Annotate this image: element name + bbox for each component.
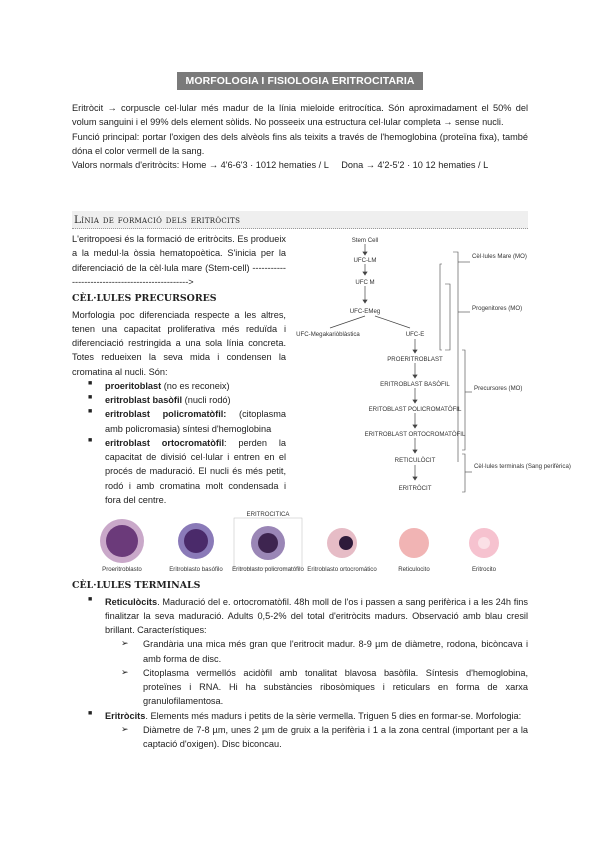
list-item: ■ eritroblast ortocromatòfil: perden la capacitat de divisió cel·lular i entren en el procés de maduració. El nucli és més petit, rodó i amb cromatina molt condensada i fora del centre.	[88, 436, 286, 507]
cell-label: Reticulocito	[398, 566, 430, 573]
terminals-list	[72, 595, 528, 752]
cell-label: Eritroblasto basófilo	[169, 566, 223, 573]
diagram-node: UFC-E	[405, 331, 425, 338]
cells-group-label: ERITROCITICA	[246, 511, 290, 518]
cell-illustrations	[84, 508, 534, 580]
diagram-node: UFC-Megakariòblàstica	[296, 331, 360, 338]
diagram-side-label: Cèl·lules terminals (Sang perifèrica)	[474, 463, 571, 470]
precursors-heading: CÈL·LULES PRECURSORES	[72, 293, 217, 304]
diagram-side-label: Precursores (MO)	[474, 385, 523, 392]
list-item: ■ eritroblast policromatòfil: (citoplasma amb policromasia) síntesi d'hemoglobina	[88, 407, 286, 436]
terminal-cells-section	[72, 576, 528, 751]
list-item: ■ proeritoblast (no es reconeix)	[88, 379, 286, 393]
sub-list-item: ➢ Citoplasma vermellós acidòfil amb tonalitat blavosa basòfila. Síntesis d'hemoglobina, proteïnes i RNA. Hi ha substàncies ribosòmiques i reticulars en forma de xarxa granulofilamentosa.	[121, 666, 528, 709]
diagram-node: Stem Cell	[351, 237, 379, 244]
diagram-node: UFC-EMeg	[349, 308, 381, 315]
list-item: ■ eritroblast basòfil (nucli rodó)	[88, 393, 286, 407]
intro-paragraph: Eritròcit → corpuscle cel·lular més madur de la línia mieloide eritrocítica. Són aproximadament el 50% del volum sanguini i el 99% dels element sòlids. No posseeix una estructura cel·lular completa → sense nucli.	[72, 103, 528, 128]
intro-paragraph: Funció principal: portar l'oxigen des dels alvèols fins als teixits a través de l'hemoglobina (proteïna fixa), també dóna el color vermell de la sang.	[72, 131, 528, 156]
reticulocyte-cell	[399, 528, 429, 558]
intro-paragraph: Valors normals d'eritròcits: Home → 4'6-6'3 · 1012 hematies / L Dona → 4'2-5'2 · 10 12 hematies / L	[72, 160, 489, 170]
page-title: MORFOLOGIA I FISIOLOGIA ERITROCITARIA	[177, 72, 422, 90]
precursors-list	[72, 379, 286, 507]
diagram-node: ERITROBLAST ORTOCROMATÒFIL	[364, 431, 466, 438]
diagram-node: ERITRÒCIT	[398, 485, 432, 492]
diagram-node: ERITOBLAST POLICROMATÒFIL	[368, 406, 462, 413]
cell-label: Eritroblasto ortocromático	[307, 566, 377, 573]
precursors-text: Morfologia poc diferenciada respecte a les altres, tenen una capacitat proliferativa més reduïda i diferenciació restringida a una sola línia concreta. Totes redueixen la seva mida i condensen la cromatina al nucli. Són:	[72, 309, 286, 377]
terminals-heading: CÈL·LULES TERMINALS	[72, 580, 201, 591]
diagram-node: RETICULÒCIT	[394, 457, 436, 464]
intro-section	[72, 101, 528, 172]
cell-label: Eritrocito	[471, 566, 497, 573]
list-item: ■ Eritròcits. Elements més madurs i petits de la sèrie vermella. Triguen 5 dies en formar-se. Morfologia: ➢ Diàmetre de 7-8 µm, unes 2 µm de gruix a la perifèria i 1 a la zona central (important per a la captació d'oxigen). Disc biconcau.	[88, 709, 528, 752]
diagram-side-label: Cèl·lules Mare (MO)	[472, 253, 527, 260]
diagram-node: UFC M	[355, 279, 375, 286]
list-item: ■ Reticulòcits. Maduració del e. ortocromatòfil. 48h moll de l'os i passen a sang perifèrica i a les 24h fins finalitzar la seva maduració. Adults 0,5-2% del total d'eritròcits madurs. Observació amb blau cresil brillant. Característiques: ➢ Grandària una mica més gran que l'eritrocit madur. 8-9 µm de diàmetre, rodona, bicòncava i amb forma de disc. ➢ Citoplasma vermellós acidòfil amb tonalitat blavosa basòfila. Síntesis d'hemoglobina, proteïnes i RNA. Hi ha substàncies ribosòmiques i reticulars en forma de xarxa granulofilamentosa.	[88, 595, 528, 709]
formation-column	[72, 232, 286, 507]
sub-list-item: ➢ Diàmetre de 7-8 µm, unes 2 µm de gruix a la perifèria i 1 a la zona central (important per a la captació d'oxigen). Disc biconcau.	[121, 723, 528, 752]
section-heading: Línia de formació dels eritròcits	[72, 211, 528, 229]
cell-label: Eritroblasto policromatófilo	[232, 566, 304, 573]
diagram-node: PROERITROBLAST	[387, 356, 443, 363]
diagram-side-label: Progenitores (MO)	[472, 305, 523, 312]
cell-label: Proeritroblasto	[102, 566, 142, 573]
diagram-node: UFC-LM	[353, 257, 377, 264]
formation-text: L'eritropoesi és la formació de eritròcits. Es produeix a la medul·la òssia hematopoètica. S'inicia per la diferenciació de la cèl·lula mare (Stem-cell) ------------------------------------------------->	[72, 234, 286, 287]
erythropoiesis-diagram	[290, 232, 571, 502]
sub-list-item: ➢ Grandària una mica més gran que l'eritrocit madur. 8-9 µm de diàmetre, rodona, bicòncava i amb forma de disc.	[121, 637, 528, 666]
diagram-node: ERITROBLAST BASÒFIL	[380, 381, 450, 388]
